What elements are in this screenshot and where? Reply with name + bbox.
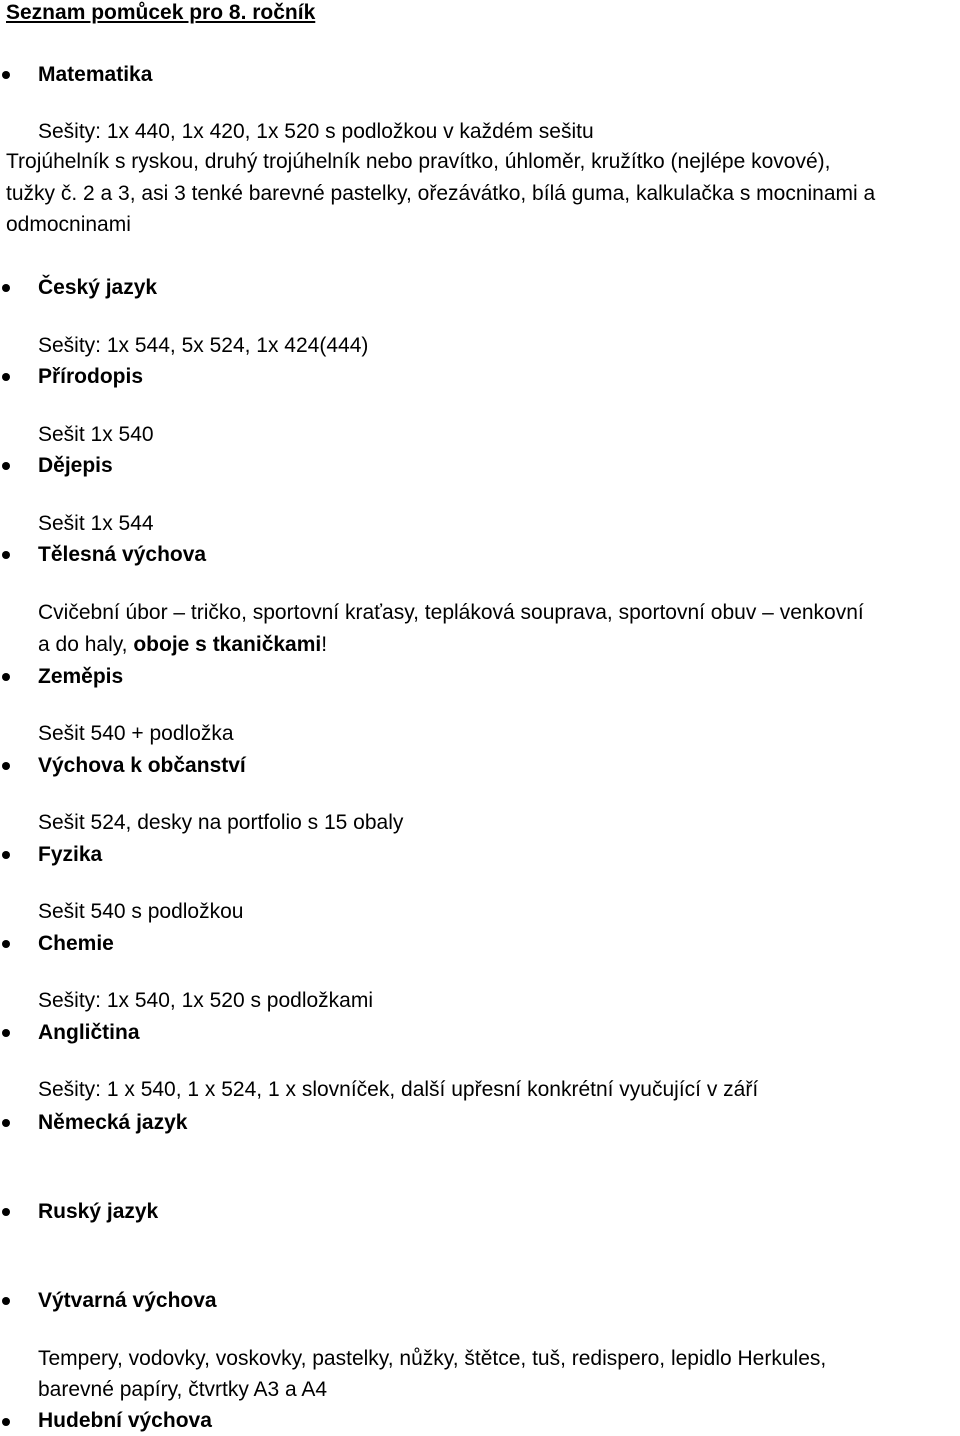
- bullet-icon: [2, 1029, 10, 1037]
- chemie-line-1: Sešity: 1x 540, 1x 520 s podložkami: [38, 989, 374, 1012]
- dejepis-line-1: Sešit 1x 544: [38, 512, 154, 535]
- bullet-icon: [2, 1119, 10, 1127]
- bullet-icon: [2, 284, 10, 292]
- bullet-icon: [2, 1297, 10, 1305]
- telesna-vychova-line-2-start: a do haly,: [38, 633, 134, 656]
- matematika-line-2: Trojúhelník s ryskou, druhý trojúhelník nebo pravítko, úhloměr, kružítko (nejlépe kovové),: [6, 150, 831, 173]
- fyzika-line-1: Sešit 540 s podložkou: [38, 900, 244, 923]
- bullet-icon: [2, 71, 10, 79]
- matematika-line-1: Sešity: 1x 440, 1x 420, 1x 520 s podložkou v každém sešitu: [38, 120, 594, 143]
- heading-cesky-jazyk: Český jazyk: [38, 276, 158, 299]
- bullet-icon: [2, 851, 10, 859]
- heading-dejepis: Dějepis: [38, 454, 113, 477]
- telesna-vychova-emphasis: oboje s tkaničkami: [133, 633, 322, 656]
- telesna-vychova-line-2: [38, 632, 327, 658]
- anglictina-line-1: Sešity: 1 x 540, 1 x 524, 1 x slovníček, další upřesní konkrétní vyučující v září: [38, 1078, 759, 1101]
- bullet-icon: [2, 762, 10, 770]
- page-title: Seznam pomůcek pro 8. ročník: [6, 1, 316, 24]
- bullet-icon: [2, 462, 10, 470]
- vytvarna-vychova-line-1: Tempery, vodovky, voskovky, pastelky, nůžky, štětce, tuš, redispero, lepidlo Herkules,: [38, 1347, 827, 1370]
- bullet-icon: [2, 373, 10, 381]
- heading-fyzika: Fyzika: [38, 843, 103, 866]
- zemepis-line-1: Sešit 540 + podložka: [38, 722, 234, 745]
- heading-vychova-k-obcanstvi: Výchova k občanství: [38, 754, 246, 777]
- bullet-icon: [2, 940, 10, 948]
- bullet-icon: [2, 673, 10, 681]
- bullet-icon: [2, 1208, 10, 1216]
- heading-vytvarna-vychova: Výtvarná výchova: [38, 1289, 217, 1312]
- telesna-vychova-line-2-end: !: [321, 633, 328, 656]
- vychova-k-obcanstvi-line-1: Sešit 524, desky na portfolio s 15 obaly: [38, 811, 404, 834]
- heading-anglictina: Angličtina: [38, 1021, 140, 1044]
- heading-zemepis: Zeměpis: [38, 665, 124, 688]
- heading-nemecka-jazyk: Německá jazyk: [38, 1111, 188, 1134]
- matematika-line-3: tužky č. 2 a 3, asi 3 tenké barevné pastelky, ořezávátko, bílá guma, kalkulačka s mocninami a: [6, 182, 876, 205]
- prirodopis-line-1: Sešit 1x 540: [38, 423, 154, 446]
- vytvarna-vychova-line-2: barevné papíry, čtvrtky A3 a A4: [38, 1378, 328, 1401]
- telesna-vychova-line-1: Cvičební úbor – tričko, sportovní kraťasy, tepláková souprava, sportovní obuv – venkovní: [38, 601, 864, 624]
- bullet-icon: [2, 1418, 10, 1426]
- heading-prirodopis: Přírodopis: [38, 365, 144, 388]
- heading-matematika: Matematika: [38, 63, 153, 86]
- cesky-jazyk-line-1: Sešity: 1x 544, 5x 524, 1x 424(444): [38, 334, 369, 357]
- heading-hudebni-vychova: Hudební výchova: [38, 1409, 212, 1432]
- heading-chemie: Chemie: [38, 932, 114, 955]
- matematika-line-4: odmocninami: [6, 213, 131, 236]
- bullet-icon: [2, 551, 10, 559]
- heading-rusky-jazyk: Ruský jazyk: [38, 1200, 159, 1223]
- heading-telesna-vychova: Tělesná výchova: [38, 543, 207, 566]
